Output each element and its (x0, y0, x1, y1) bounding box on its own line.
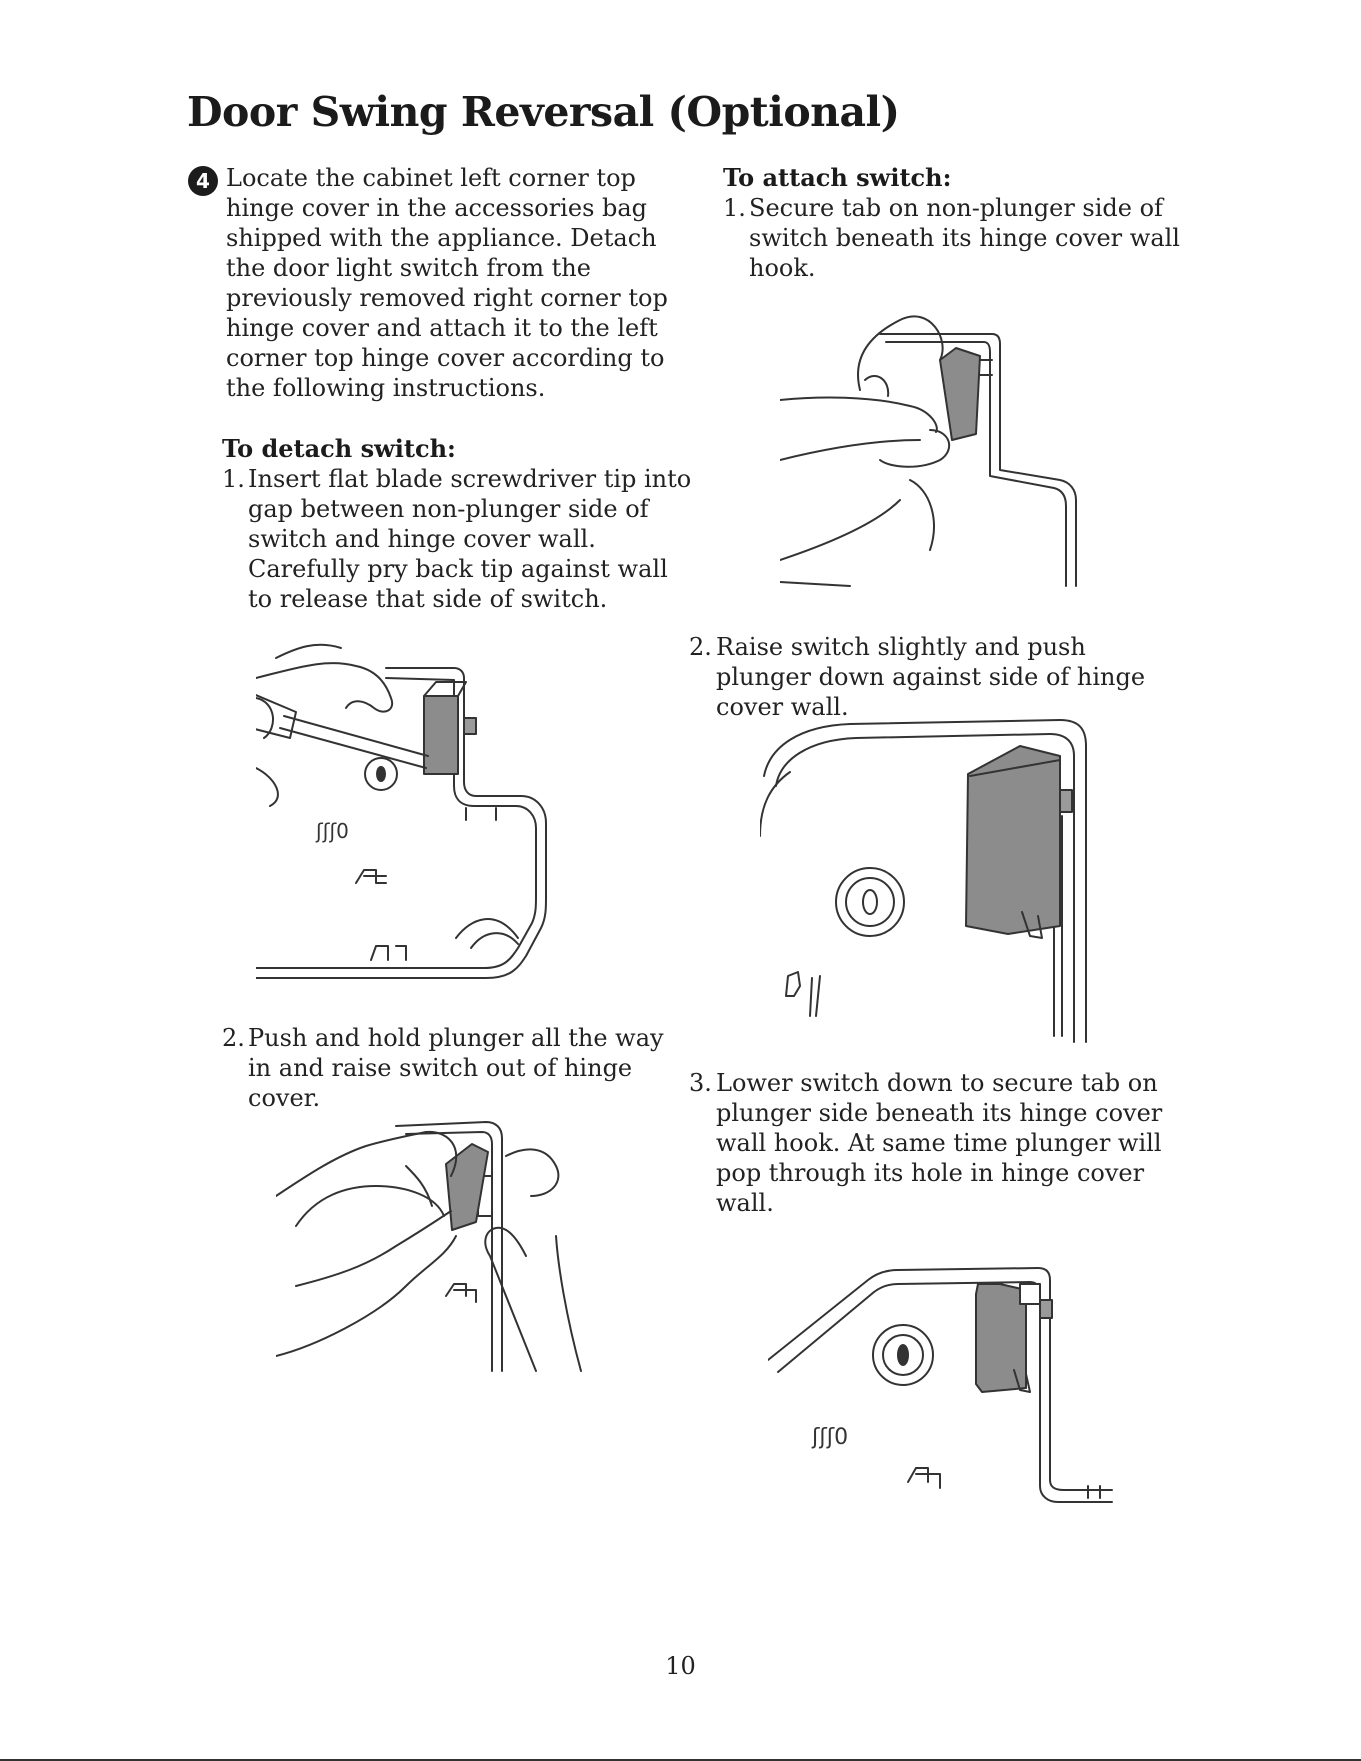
screwdriver-prying-switch-illustration (256, 638, 616, 988)
attach-step-2-text: Raise switch slightly and push plunger down against side of hinge cover wall. (716, 633, 1146, 721)
attach-step-2-number: 2. (689, 633, 712, 661)
detach-step-1-text: Insert flat blade screwdriver tip into gap between non-plunger side of switch and hinge cover wall. Carefully pry back tip against wall to release that side of switch. (248, 465, 692, 613)
attach-step-3-text: Lower switch down to secure tab on plunger side beneath its hinge cover wall hook. At same time plunger will pop through its hole in hinge cover wall. (716, 1069, 1163, 1217)
detach-step-1 (222, 464, 694, 614)
detach-step-2-number: 2. (222, 1024, 245, 1052)
detach-step-1-number: 1. (222, 465, 245, 493)
attach-step-2 (689, 632, 1184, 722)
attach-step-3-number: 3. (689, 1069, 712, 1097)
attach-step-1-number: 1. (723, 194, 746, 222)
attach-heading: To attach switch: (723, 163, 952, 192)
detach-step-2 (222, 1023, 694, 1113)
step-intro-text: Locate the cabinet left corner top hinge cover in the accessories bag shipped with the appliance. Detach the door light switch from the previously removed right corner top hinge cover and attach it to the left corner top hinge cover according to the following instructions. (226, 164, 668, 402)
page-title: Door Swing Reversal (Optional) (187, 88, 900, 136)
attach-step-3 (689, 1068, 1184, 1218)
svg-text:ʃʃʃ0: ʃʃʃ0 (812, 1425, 849, 1450)
detach-step-2-text: Push and hold plunger all the way in and raise switch out of hinge cover. (248, 1024, 664, 1112)
hands-removing-switch-illustration (276, 1116, 606, 1376)
step-number-badge: 4 (188, 166, 218, 196)
svg-text:ʃʃʃ0: ʃʃʃ0 (316, 819, 349, 843)
hands-securing-tab-illustration (780, 300, 1100, 590)
attach-step-1-text: Secure tab on non-plunger side of switch beneath its hinge cover wall hook. (749, 194, 1180, 282)
page-number: 10 (665, 1652, 696, 1680)
detach-heading: To detach switch: (222, 434, 456, 463)
switch-plunger-against-wall-illustration (760, 716, 1090, 1046)
attach-step-1 (723, 193, 1188, 283)
switch-installed-illustration (768, 1250, 1118, 1510)
